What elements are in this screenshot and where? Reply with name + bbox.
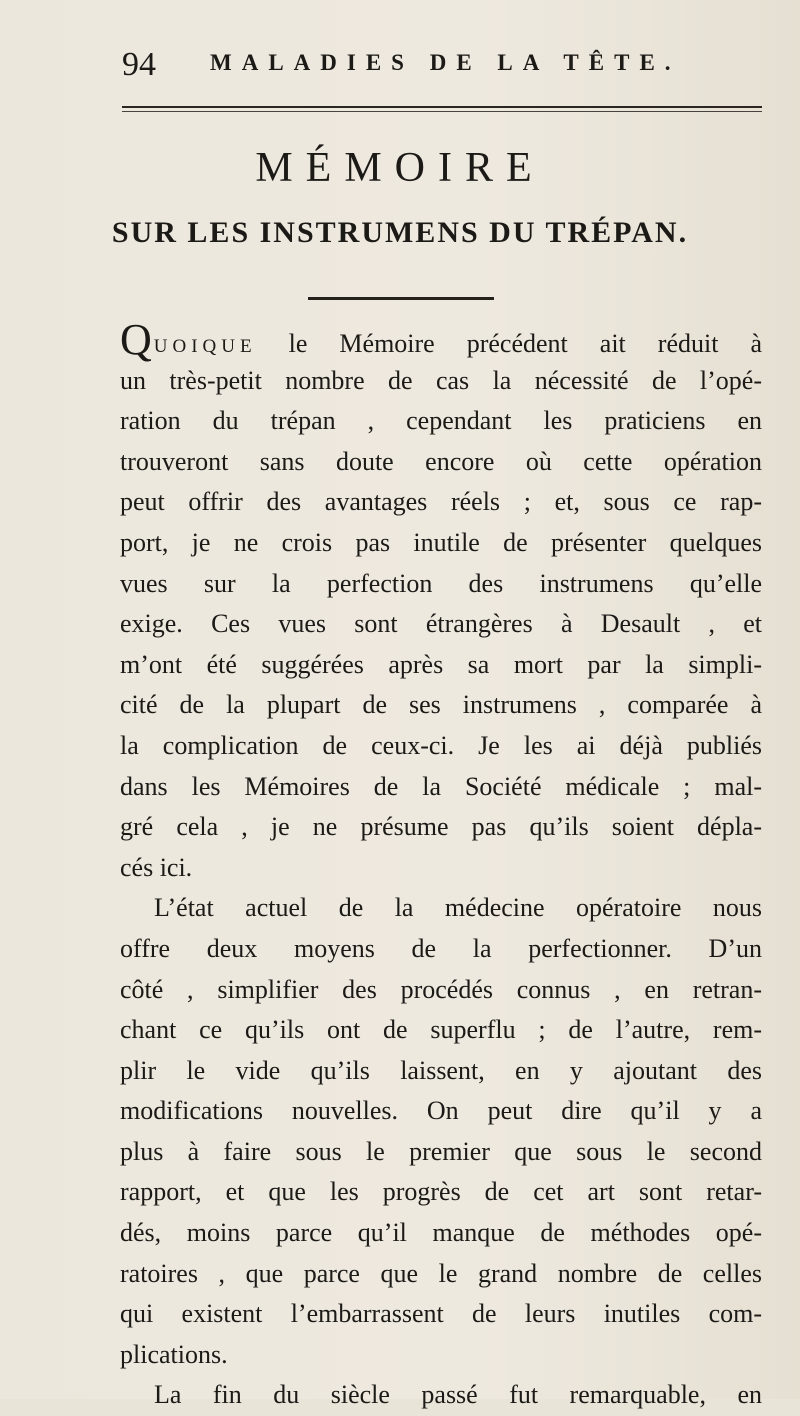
drop-cap: Q: [120, 315, 152, 364]
header-rule: [122, 106, 762, 108]
drop-cap-continuation: UOIQUE: [153, 336, 257, 357]
text-line-first: [120, 315, 762, 364]
header-rule-thin: [122, 111, 762, 112]
text-line: m’ont été suggérées après sa mort par la simpli-: [120, 649, 762, 679]
text-line: port, je ne crois pas inutile de présenter quelques: [120, 527, 762, 557]
text-line: dans les Mémoires de la Société médicale ; mal-: [120, 771, 762, 801]
text-line: plir le vide qu’ils laissent, en y ajoutant des: [120, 1055, 762, 1085]
memoir-subtitle: SUR LES INSTRUMENS DU TRÉPAN.: [111, 216, 689, 249]
text-line: dés, moins parce qu’il manque de méthodes opé-: [120, 1218, 762, 1248]
text-line: vues sur la perfection des instrumens qu’elle: [120, 568, 762, 598]
text-line: qui existent l’embarrassent de leurs inutiles com-: [120, 1299, 762, 1329]
text-line: trouveront sans doute encore où cette opération: [120, 446, 762, 476]
text-line: rapport, et que les progrès de cet art sont retar-: [120, 1177, 762, 1207]
text-line-paragraph-start: L’état actuel de la médecine opératoire nous: [154, 893, 762, 923]
page-number: 94: [122, 46, 156, 83]
text-line: ration du trépan , cependant les praticiens en: [120, 406, 762, 436]
text-line-paragraph-end: cés ici.: [120, 852, 193, 882]
text-line: ratoires , que parce que le grand nombre de celles: [120, 1258, 762, 1288]
title-divider: [308, 297, 494, 300]
text-line: peut offrir des avantages réels ; et, sous ce rap-: [120, 487, 762, 517]
text-line: gré cela , je ne présume pas qu’ils soient dépla-: [120, 812, 762, 842]
text-line: la complication de ceux-ci. Je les ai déjà publiés: [120, 730, 762, 760]
text-line: chant ce qu’ils ont de superflu ; de l’autre, rem-: [120, 1015, 762, 1045]
text-line: cité de la plupart de ses instrumens , comparée à: [120, 690, 762, 720]
text-line-paragraph-start: La fin du siècle passé fut remarquable, en: [154, 1380, 762, 1410]
memoir-title: MÉMOIRE: [255, 145, 545, 191]
text-line: offre deux moyens de la perfectionner. D’un: [120, 933, 762, 963]
text-line-paragraph-end: plications.: [120, 1339, 228, 1369]
text-line: plus à faire sous le premier que sous le second: [120, 1136, 762, 1166]
text-line: modifications nouvelles. On peut dire qu’il y a: [120, 1096, 762, 1126]
text-line: un très-petit nombre de cas la nécessité de l’opé-: [120, 365, 762, 395]
running-head: [122, 46, 762, 94]
text-line: côté , simplifier des procédés connus , en retran-: [120, 974, 762, 1004]
text-line: exige. Ces vues sont étrangères à Desault , et: [120, 609, 762, 639]
running-title: MALADIES DE LA TÊTE.: [210, 50, 681, 75]
body-text: [120, 315, 762, 1416]
first-line-text: le Mémoire précédent ait réduit à: [288, 329, 762, 358]
